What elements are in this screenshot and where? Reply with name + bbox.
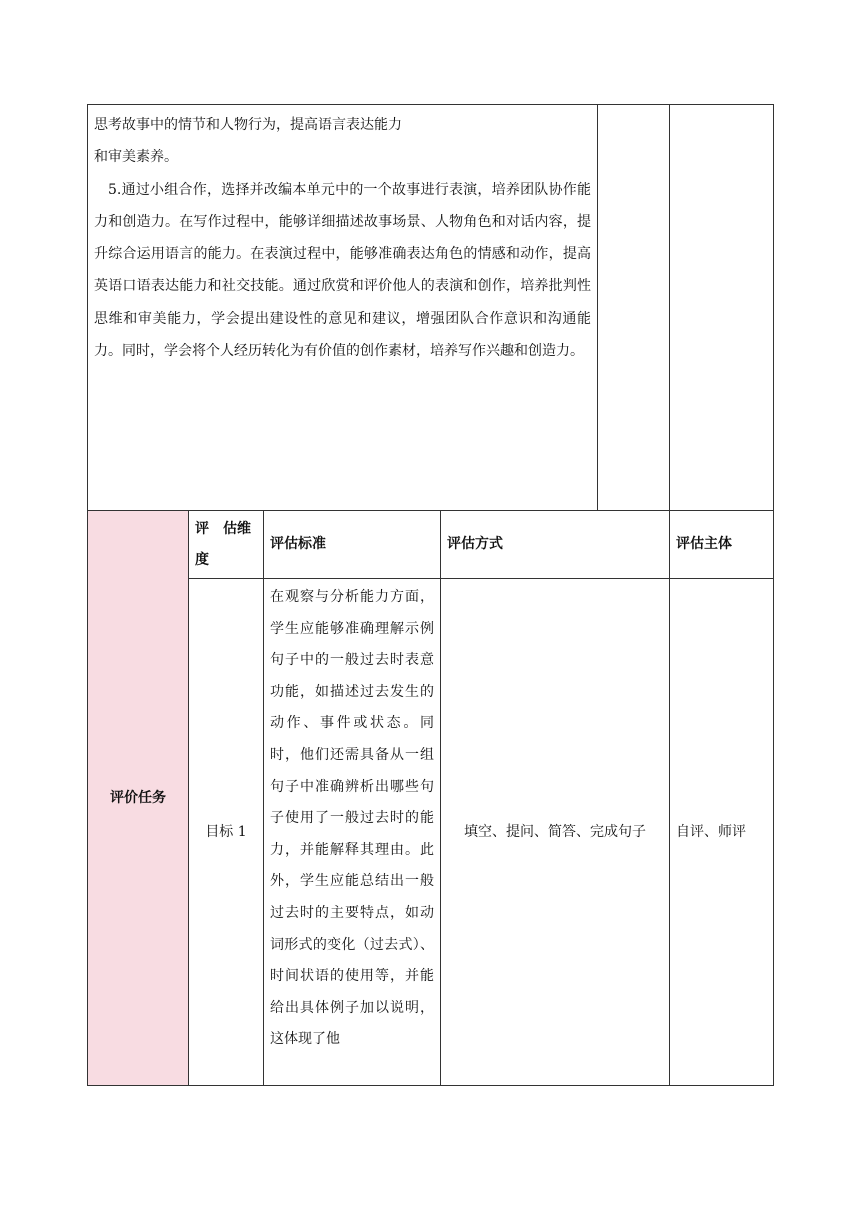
objectives-row: [88, 105, 774, 511]
header-criteria: 评估标准: [264, 511, 441, 579]
evaluation-row: [88, 579, 774, 1086]
objectives-empty-cell-1: [598, 105, 670, 511]
evaluation-header-row: [88, 511, 774, 579]
lesson-plan-table: [87, 104, 774, 1086]
objective-item-5: 5.通过小组合作，选择并改编本单元中的一个故事进行表演，培养团队协作能力和创造力。在写作过程中，能够详细描述故事场景、人物角色和对话内容，提升综合运用语言的能力。在表演过程中，能够准确表达角色的情感和动作，提高英语口语表达能力和社交技能。通过欣赏和评价他人的表演和创作，培养批判性思维和审美能力，学会提出建设性的意见和建议，增强团队合作意识和沟通能力。同时，学会将个人经历转化为有价值的创作素材，培养写作兴趣和创造力。: [94, 181, 592, 360]
evaluation-task-label: 评价任务: [88, 511, 189, 1086]
objectives-cell: [88, 105, 598, 511]
objectives-empty-cell-2: [670, 105, 774, 511]
row-dimension: 目标 1: [189, 579, 264, 1086]
objective-line-1: 思考故事中的情节和人物行为，提高语言表达能力: [94, 117, 402, 133]
row-subject: 自评、师评: [670, 579, 774, 1086]
row-method: 填空、提问、简答、完成句子: [441, 579, 670, 1086]
header-method: 评估方式: [441, 511, 670, 579]
objective-line-2: 和审美素养。: [94, 149, 178, 166]
header-dimension: 评 估维度: [189, 511, 264, 579]
header-subject: 评估主体: [670, 511, 774, 579]
row-criteria: 在观察与分析能力方面，学生应能够准确理解示例句子中的一般过去时表意功能，如描述过去发生的动作、事件或状态。同时，他们还需具备从一组句子中准确辨析出哪些句子使用了一般过去时的能力，并能解释其理由。此外，学生应能总结出一般过去时的主要特点，如动词形式的变化（过去式）、时间状语的使用等，并能给出具体例子加以说明，这体现了他: [264, 579, 441, 1086]
